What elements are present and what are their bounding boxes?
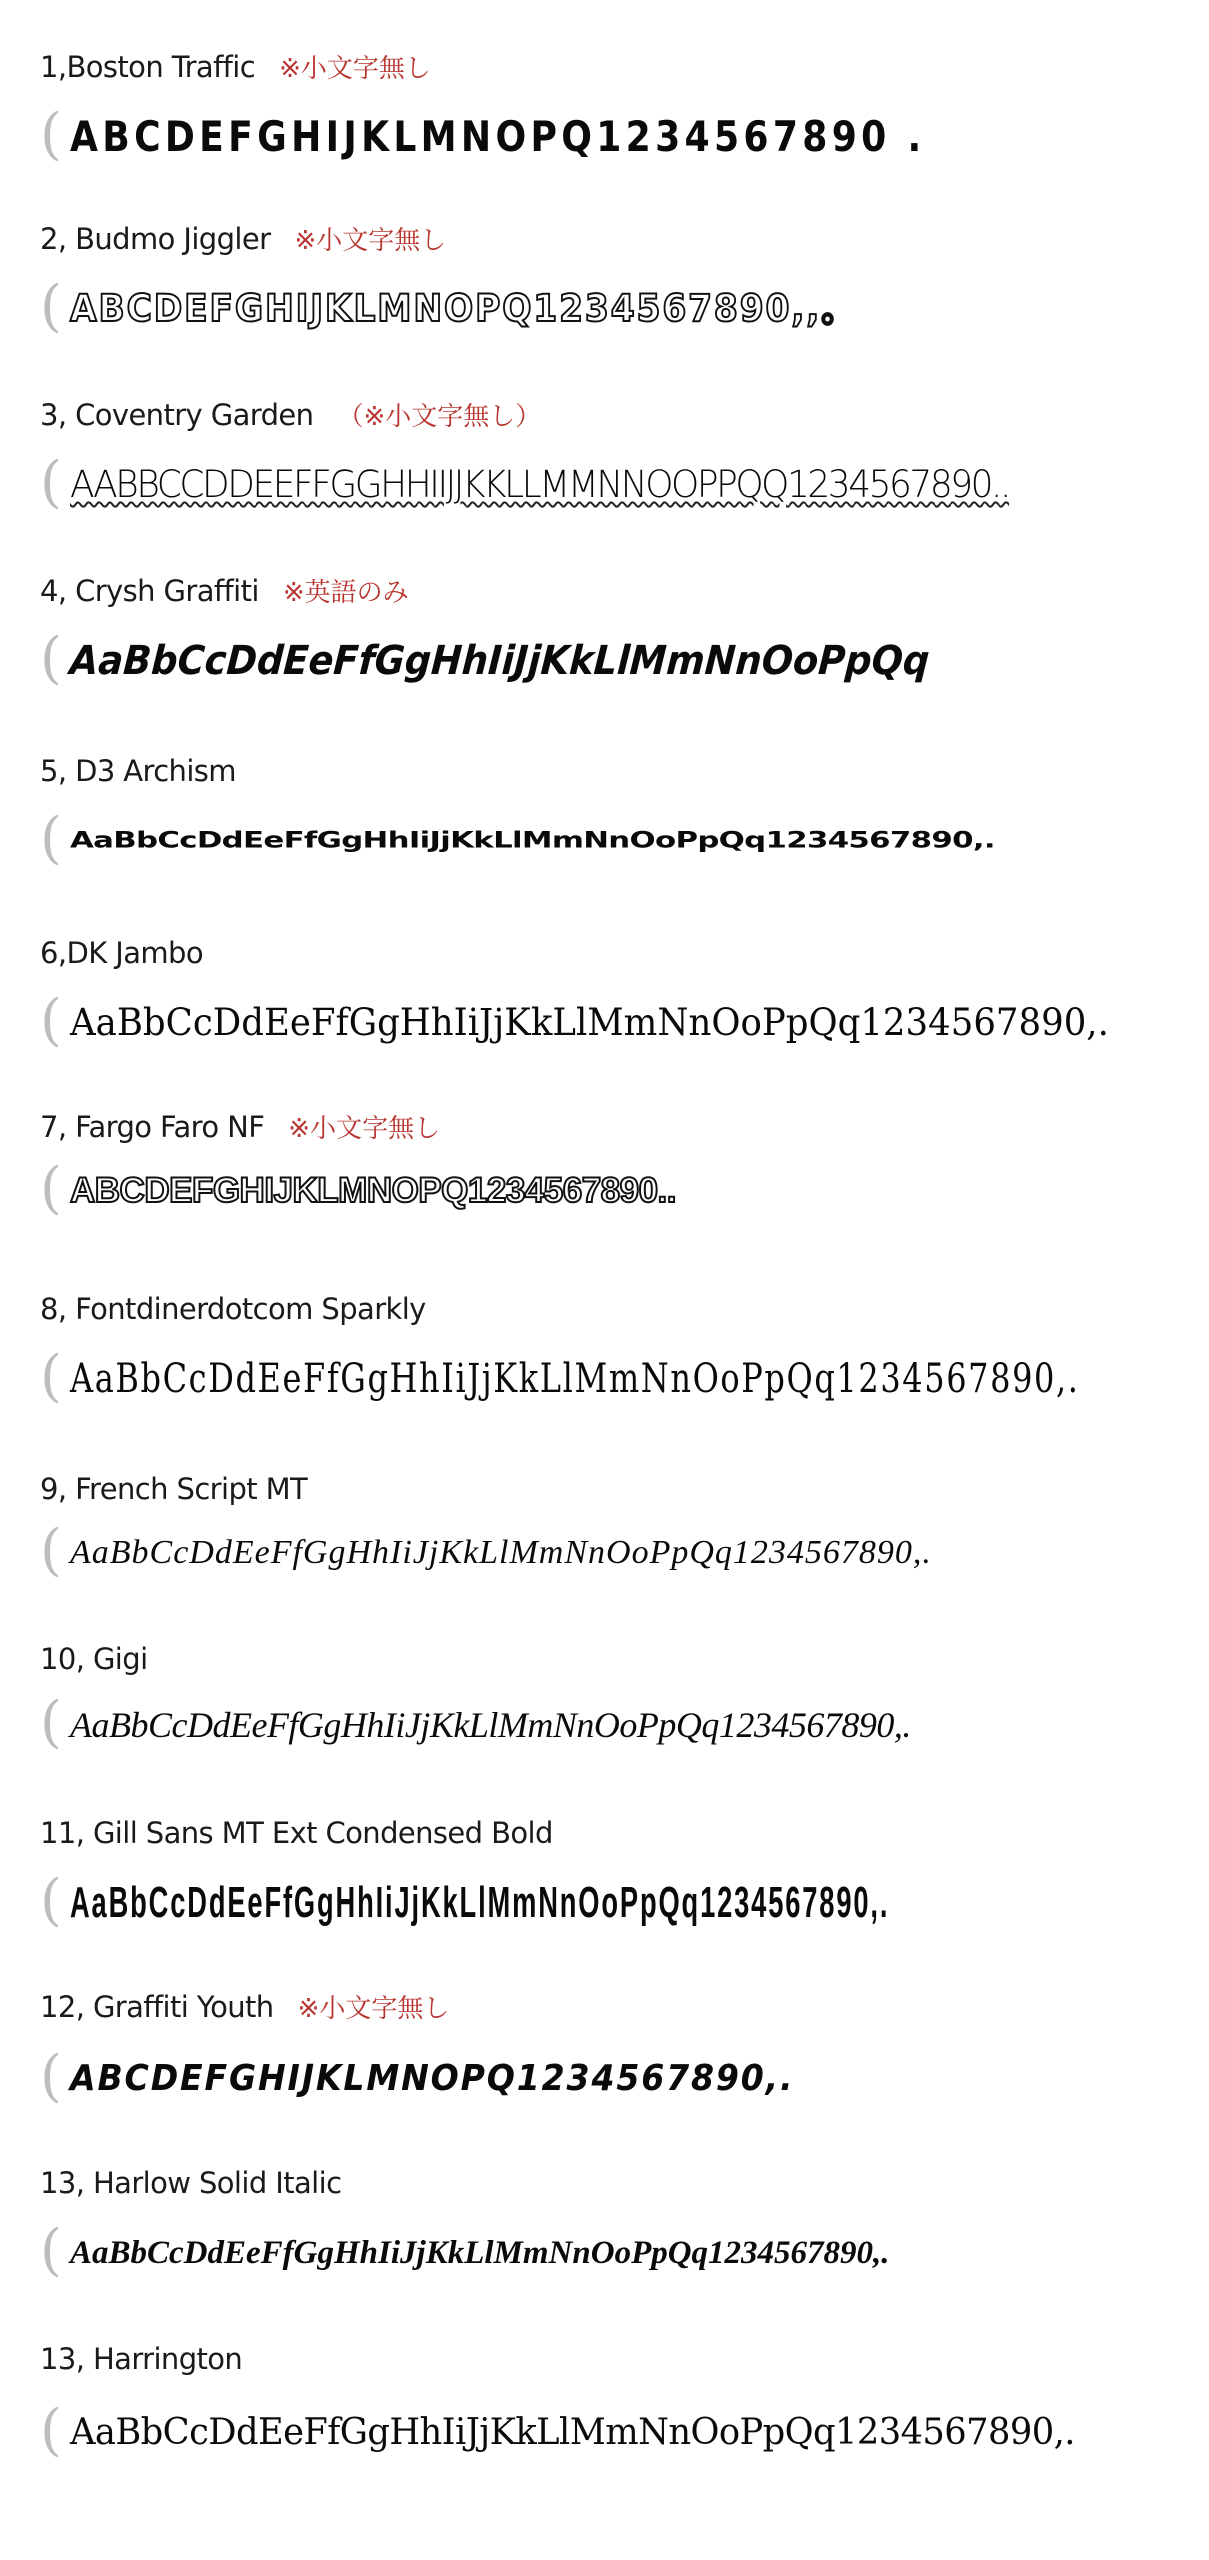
font-sample: AaBbCcDdEeFfGgHhIiJjKkLlMmNnOoPpQq1234567890,. [70,1878,890,1927]
font-sample: ABCDEFGHIJKLMNOPQ1234567890 . [70,112,926,161]
font-title-line [40,1104,440,1150]
font-sample: AaBbCcDdEeFfGgHhIiJjKkLlMmNnOoPpQq1234567890,. [70,1356,1080,1402]
font-title-line [40,568,409,614]
font-title-line [40,2336,266,2382]
font-name: 12, Graffiti Youth [40,1990,274,2024]
font-title-line [40,1286,450,1332]
font-name: 3, Coventry Garden [40,398,314,432]
font-entry [40,748,1200,908]
bracket-glyph: ( [40,1156,62,1221]
font-name: 2, Budmo Jiggler [40,222,271,256]
bracket-glyph: ( [40,2044,62,2109]
font-entry [40,2336,1200,2496]
font-name: 4, Crysh Graffiti [40,574,259,608]
bracket-glyph: ( [40,450,62,515]
font-note: ※小文字無し [297,1994,450,2024]
font-name: 1,Boston Traffic [40,50,256,84]
font-name: 8, Fontdinerdotcom Sparkly [40,1292,426,1326]
font-sample-line [40,2044,1205,2114]
font-sample: ABCDEFGHIJKLMNOPQ1234567890,,。 [70,287,858,330]
font-note: ※小文字無し [279,54,431,84]
bracket-glyph: ( [40,626,62,691]
font-sample-line [40,1690,1205,1760]
font-entry [40,216,1200,376]
font-sample-line [40,988,1205,1058]
font-sample-line [40,102,1205,172]
font-sample: AaBbCcDdEeFfGgHhIiJjKkLlMmNnOoPpQq1234567890,. [70,2235,890,2271]
font-entry [40,44,1200,204]
font-note: （※小文字無し） [337,402,542,432]
font-name: 6,DK Jambo [40,936,203,970]
font-sample-line [40,1344,1205,1414]
font-name: 10, Gigi [40,1642,148,1676]
font-sample: ABCDEFGHIJKLMNOPQ1234567890,. [70,2058,795,2099]
bracket-glyph: ( [40,1690,62,1755]
font-sample: AaBbCcDdEeFfGgHhIiJjKkLlMmNnOoPpQq1234567890,. [70,827,995,854]
font-note: ※小文字無し [294,226,447,256]
font-title-line [40,1466,331,1512]
font-title-line [40,1636,172,1682]
font-entry [40,568,1200,728]
font-sample-line [40,806,1205,876]
font-name: 5, D3 Archism [40,754,236,788]
font-sample: AaBbCcDdEeFfGgHhIiJjKkLlMmNnOoPpQq1234567890,. [70,1705,911,1745]
font-sample-line [40,2398,1205,2468]
font-name: 7, Fargo Faro NF [40,1110,265,1144]
font-name: 13, Harrington [40,2342,243,2376]
bracket-glyph: ( [40,806,62,871]
font-name: 11, Gill Sans MT Ext Condensed Bold [40,1816,553,1850]
font-title-line [40,1984,449,2030]
font-sample-line [40,1868,1205,1938]
font-sample-line [40,1156,1205,1226]
bracket-glyph: ( [40,102,62,167]
font-sample-line [40,626,1205,696]
font-entry [40,1466,1200,1626]
font-sample-line [40,450,1205,520]
font-sample-line [40,274,1205,344]
font-entry [40,1984,1200,2144]
font-entry [40,2160,1200,2320]
bracket-glyph: ( [40,274,62,339]
bracket-glyph: ( [40,2398,62,2463]
font-note: ※英語のみ [282,578,409,608]
font-title-line [40,392,541,438]
font-sample: AABBCCDDEEFFGGHHIIJJKKLLMMNNOOPPQQ1234567890.. [70,463,1010,506]
font-entry [40,392,1200,552]
font-title-line [40,930,227,976]
bracket-glyph: ( [40,1344,62,1409]
font-title-line [40,216,446,262]
font-name: 13, Harlow Solid Italic [40,2166,342,2200]
font-entry [40,1286,1200,1446]
font-sample: AaBbCcDdEeFfGgHhIiJjKkLlMmNnOoPpQq1234567890,. [70,1534,932,1571]
font-sample-line [40,2218,1205,2288]
font-entry [40,930,1200,1090]
font-entry [40,1810,1200,1970]
font-title-line [40,1810,577,1856]
font-title-line [40,44,431,90]
bracket-glyph: ( [40,1868,62,1933]
font-title-line [40,748,260,794]
font-sample: AaBbCcDdEeFfGgHhIiJjKkLlMmNnOoPpQq1234567890,. [70,2412,1075,2453]
font-sample: AaBbCcDdEeFfGgHhIiJjKkLlMmNnOoPpQq1234567890,. [70,1001,1109,1044]
font-entry [40,1104,1200,1264]
font-title-line [40,2160,365,2206]
bracket-glyph: ( [40,2218,62,2283]
bracket-glyph: ( [40,1518,62,1583]
font-entry [40,1636,1200,1796]
font-sample: ABCDEFGHIJKLMNOPQ1234567890.. [70,1171,676,1210]
font-name: 9, French Script MT [40,1472,308,1506]
bracket-glyph: ( [40,988,62,1053]
font-sample: AaBbCcDdEeFfGgHhIiJjKkLlMmNnOoPpQq [68,638,931,684]
font-note: ※小文字無し [288,1114,441,1144]
font-sample-line [40,1518,1205,1588]
